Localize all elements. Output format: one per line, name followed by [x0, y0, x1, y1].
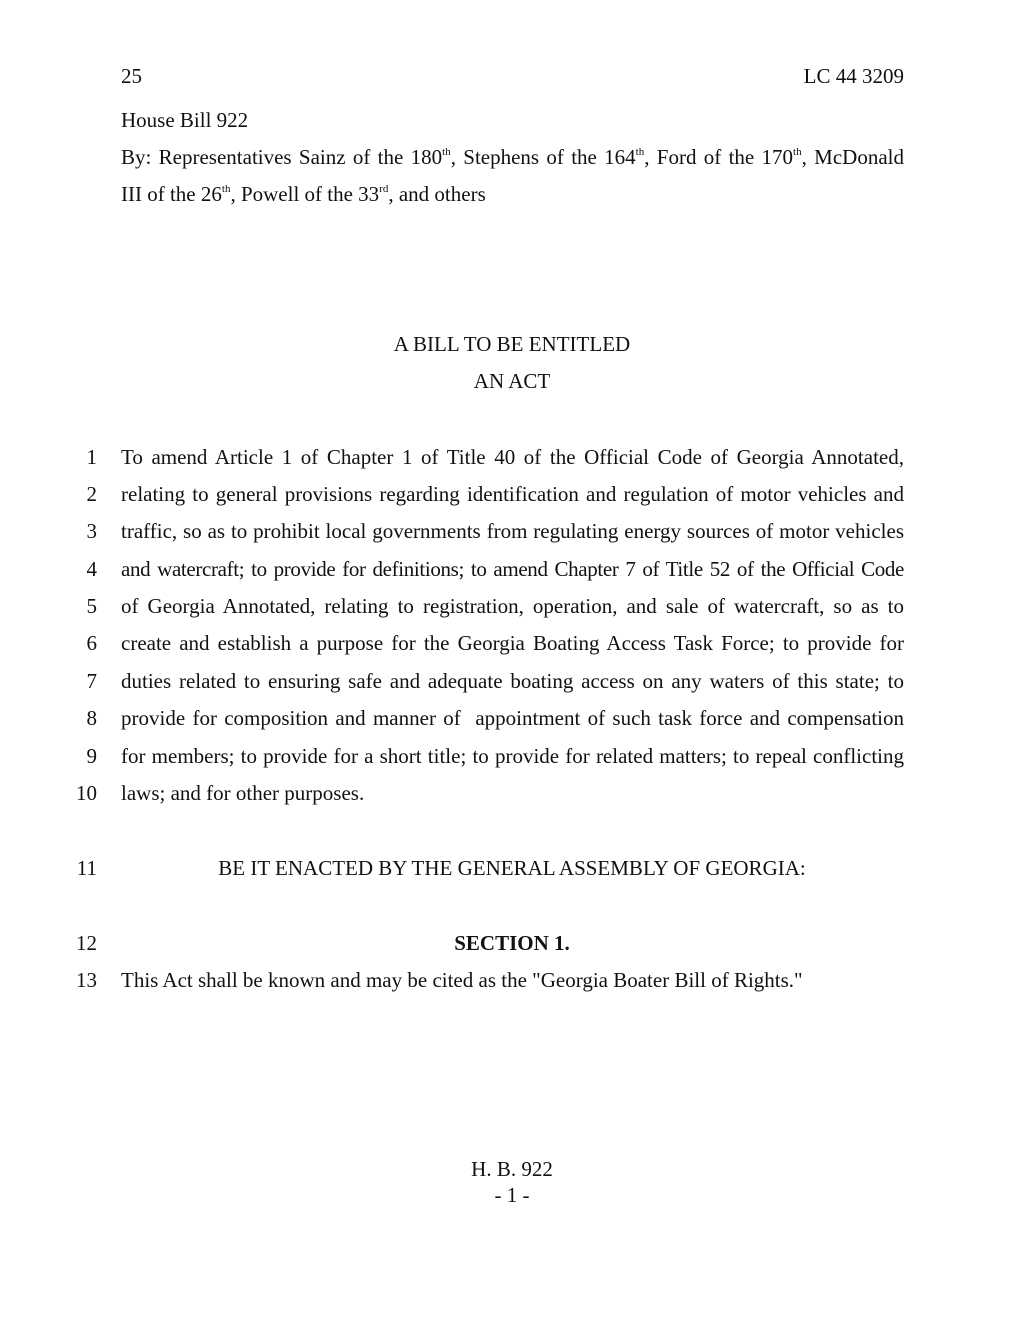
- bill-title: House Bill 922: [121, 108, 249, 132]
- body-line: and watercraft; to provide for definitions; to amend Chapter 7 of Title 52 of the Official Code: [121, 557, 904, 581]
- line-number: 12: [76, 931, 97, 955]
- enacting-clause: BE IT ENACTED BY THE GENERAL ASSEMBLY OF GEORGIA:: [218, 856, 806, 880]
- line-number: 7: [86, 669, 97, 693]
- body-line: laws; and for other purposes.: [121, 781, 365, 805]
- body-line: traffic, so as to prohibit local governments from regulating energy sources of motor vehicles: [121, 519, 904, 543]
- line-number: 1: [86, 445, 97, 469]
- sponsors-text: , Ford of the 170: [644, 145, 794, 169]
- footer-bill-ref: H. B. 922: [471, 1157, 553, 1181]
- line-number: 9: [86, 744, 97, 768]
- body-line: To amend Article 1 of Chapter 1 of Title 40 of the Official Code of Georgia Annotated,: [121, 445, 904, 469]
- line-number: 5: [86, 594, 97, 618]
- section-heading: SECTION 1.: [454, 931, 570, 955]
- sponsors-line-1: [121, 147, 904, 168]
- sponsors-text: , Stephens of the 164: [450, 145, 636, 169]
- body-line: relating to general provisions regarding identification and regulation of motor vehicles and: [121, 482, 904, 506]
- line-number: 13: [76, 968, 97, 992]
- footer-page-number: - 1 -: [494, 1183, 530, 1207]
- ordinal-suffix: rd: [379, 183, 389, 195]
- body-line: for members; to provide for a short title; to provide for related matters; to repeal conflicting: [121, 744, 904, 768]
- line-number: 2: [86, 482, 97, 506]
- caption-line-2: AN ACT: [473, 369, 551, 393]
- line-number: 6: [86, 631, 97, 655]
- section-text: This Act shall be known and may be cited as the "Georgia Boater Bill of Rights.": [121, 968, 803, 992]
- lc-number: LC 44 3209: [803, 64, 904, 88]
- page-code: 25: [121, 64, 142, 88]
- ordinal-suffix: th: [793, 146, 802, 158]
- ordinal-suffix: th: [221, 183, 231, 195]
- sponsors-text: III of the 26: [121, 182, 222, 206]
- sponsors-line-2: [121, 184, 486, 205]
- body-line: create and establish a purpose for the Georgia Boating Access Task Force; to provide for: [121, 631, 904, 655]
- line-number: 8: [86, 706, 97, 730]
- sponsors-text: By: Representatives Sainz of the 180: [121, 145, 443, 169]
- sponsors-text: , Powell of the 33: [230, 182, 380, 206]
- ordinal-suffix: th: [635, 146, 645, 158]
- line-number: 3: [86, 519, 97, 543]
- body-line: duties related to ensuring safe and adequate boating access on any waters of this state; to: [121, 669, 904, 693]
- sponsors-text: , McDonald: [801, 145, 904, 169]
- body-line: of Georgia Annotated, relating to registration, operation, and sale of watercraft, so as to: [121, 594, 904, 618]
- caption-line-1: A BILL TO BE ENTITLED: [393, 332, 631, 356]
- line-number: 4: [86, 557, 97, 581]
- ordinal-suffix: th: [442, 146, 451, 158]
- body-line: provide for composition and manner of appointment of such task force and compensation: [121, 706, 904, 730]
- line-number: 10: [76, 781, 97, 805]
- line-number: 11: [76, 856, 97, 880]
- sponsors-text: , and others: [388, 182, 486, 206]
